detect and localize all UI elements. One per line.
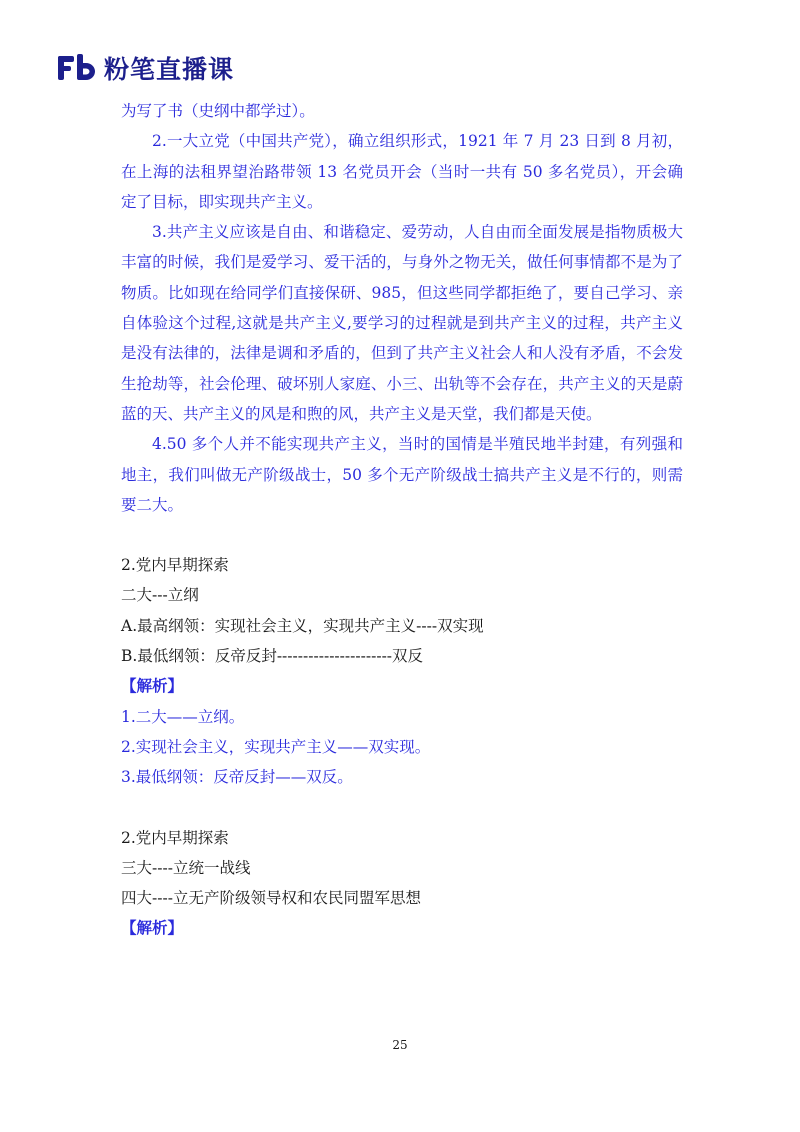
brand-text: 粉笔直播课 xyxy=(104,55,235,84)
document-body xyxy=(121,96,683,944)
section-title: 2.党内早期探索 xyxy=(121,828,229,847)
page-number: 25 xyxy=(392,1038,408,1052)
spacer xyxy=(121,793,683,823)
brand-logo xyxy=(58,52,234,84)
analysis-label: 【解析】 xyxy=(121,676,184,696)
analysis-label: 【解析】 xyxy=(121,918,184,938)
section-title: 2.党内早期探索 xyxy=(121,556,229,575)
paragraph-first-congress: 2.一大立党（中国共产党），确立组织形式，1921 年 7 月 23 日到 8 月初，在上海的法租界望治路带领 13 名党员开会（当时一共有 50 多名党员），开会确定了目标，即实现共产主义。 xyxy=(121,132,683,211)
paragraph-communism: 3.共产主义应该是自由、和谐稳定、爱劳动，人自由而全面发展是指物质极大丰富的时候，我们是爱学习、爱干活的，与身外之物无关，做任何事情都不是为了物质。比如现在给同学们直接保研、985，但这些同学都拒绝了，要自己学习、亲自体验这个过程,这就是共产主义,要学习的过程就是到共产主义的过程，共产主义是没有法律的，法律是调和矛盾的，但到了共产主义社会人和人没有矛盾，不会发生抢劫等，社会伦理、破坏别人家庭、小三、出轨等不会存在，共产主义的天是蔚蓝的天、共产主义的风是和煦的风，共产主义是天堂，我们都是天使。 xyxy=(121,223,683,423)
analysis-line: 1.二大——立纲。 xyxy=(121,707,245,726)
third-congress-line: 三大----立统一战线 xyxy=(121,858,251,877)
paragraph-second-congress-need: 4.50 多个人并不能实现共产主义，当时的国情是半殖民地半封建，有列强和地主，我们叫做无产阶级战士，50 多个无产阶级战士搞共产主义是不行的，则需要二大。 xyxy=(121,435,683,514)
spacer xyxy=(121,520,683,550)
option-b: B.最低纲领：反帝反封----------------------双反 xyxy=(121,647,424,666)
paragraph-continued: 为写了书（史纲中都学过）。 xyxy=(121,102,315,120)
option-a: A.最高纲领：实现社会主义，实现共产主义----双实现 xyxy=(121,616,484,635)
fourth-congress-line: 四大----立无产阶级领导权和农民同盟军思想 xyxy=(121,889,421,908)
section-subtitle: 二大---立纲 xyxy=(121,586,199,605)
analysis-line: 3.最低纲领：反帝反封——双反。 xyxy=(121,768,353,787)
fb-logo-icon xyxy=(58,54,100,82)
analysis-line: 2.实现社会主义，实现共产主义——双实现。 xyxy=(121,737,431,756)
